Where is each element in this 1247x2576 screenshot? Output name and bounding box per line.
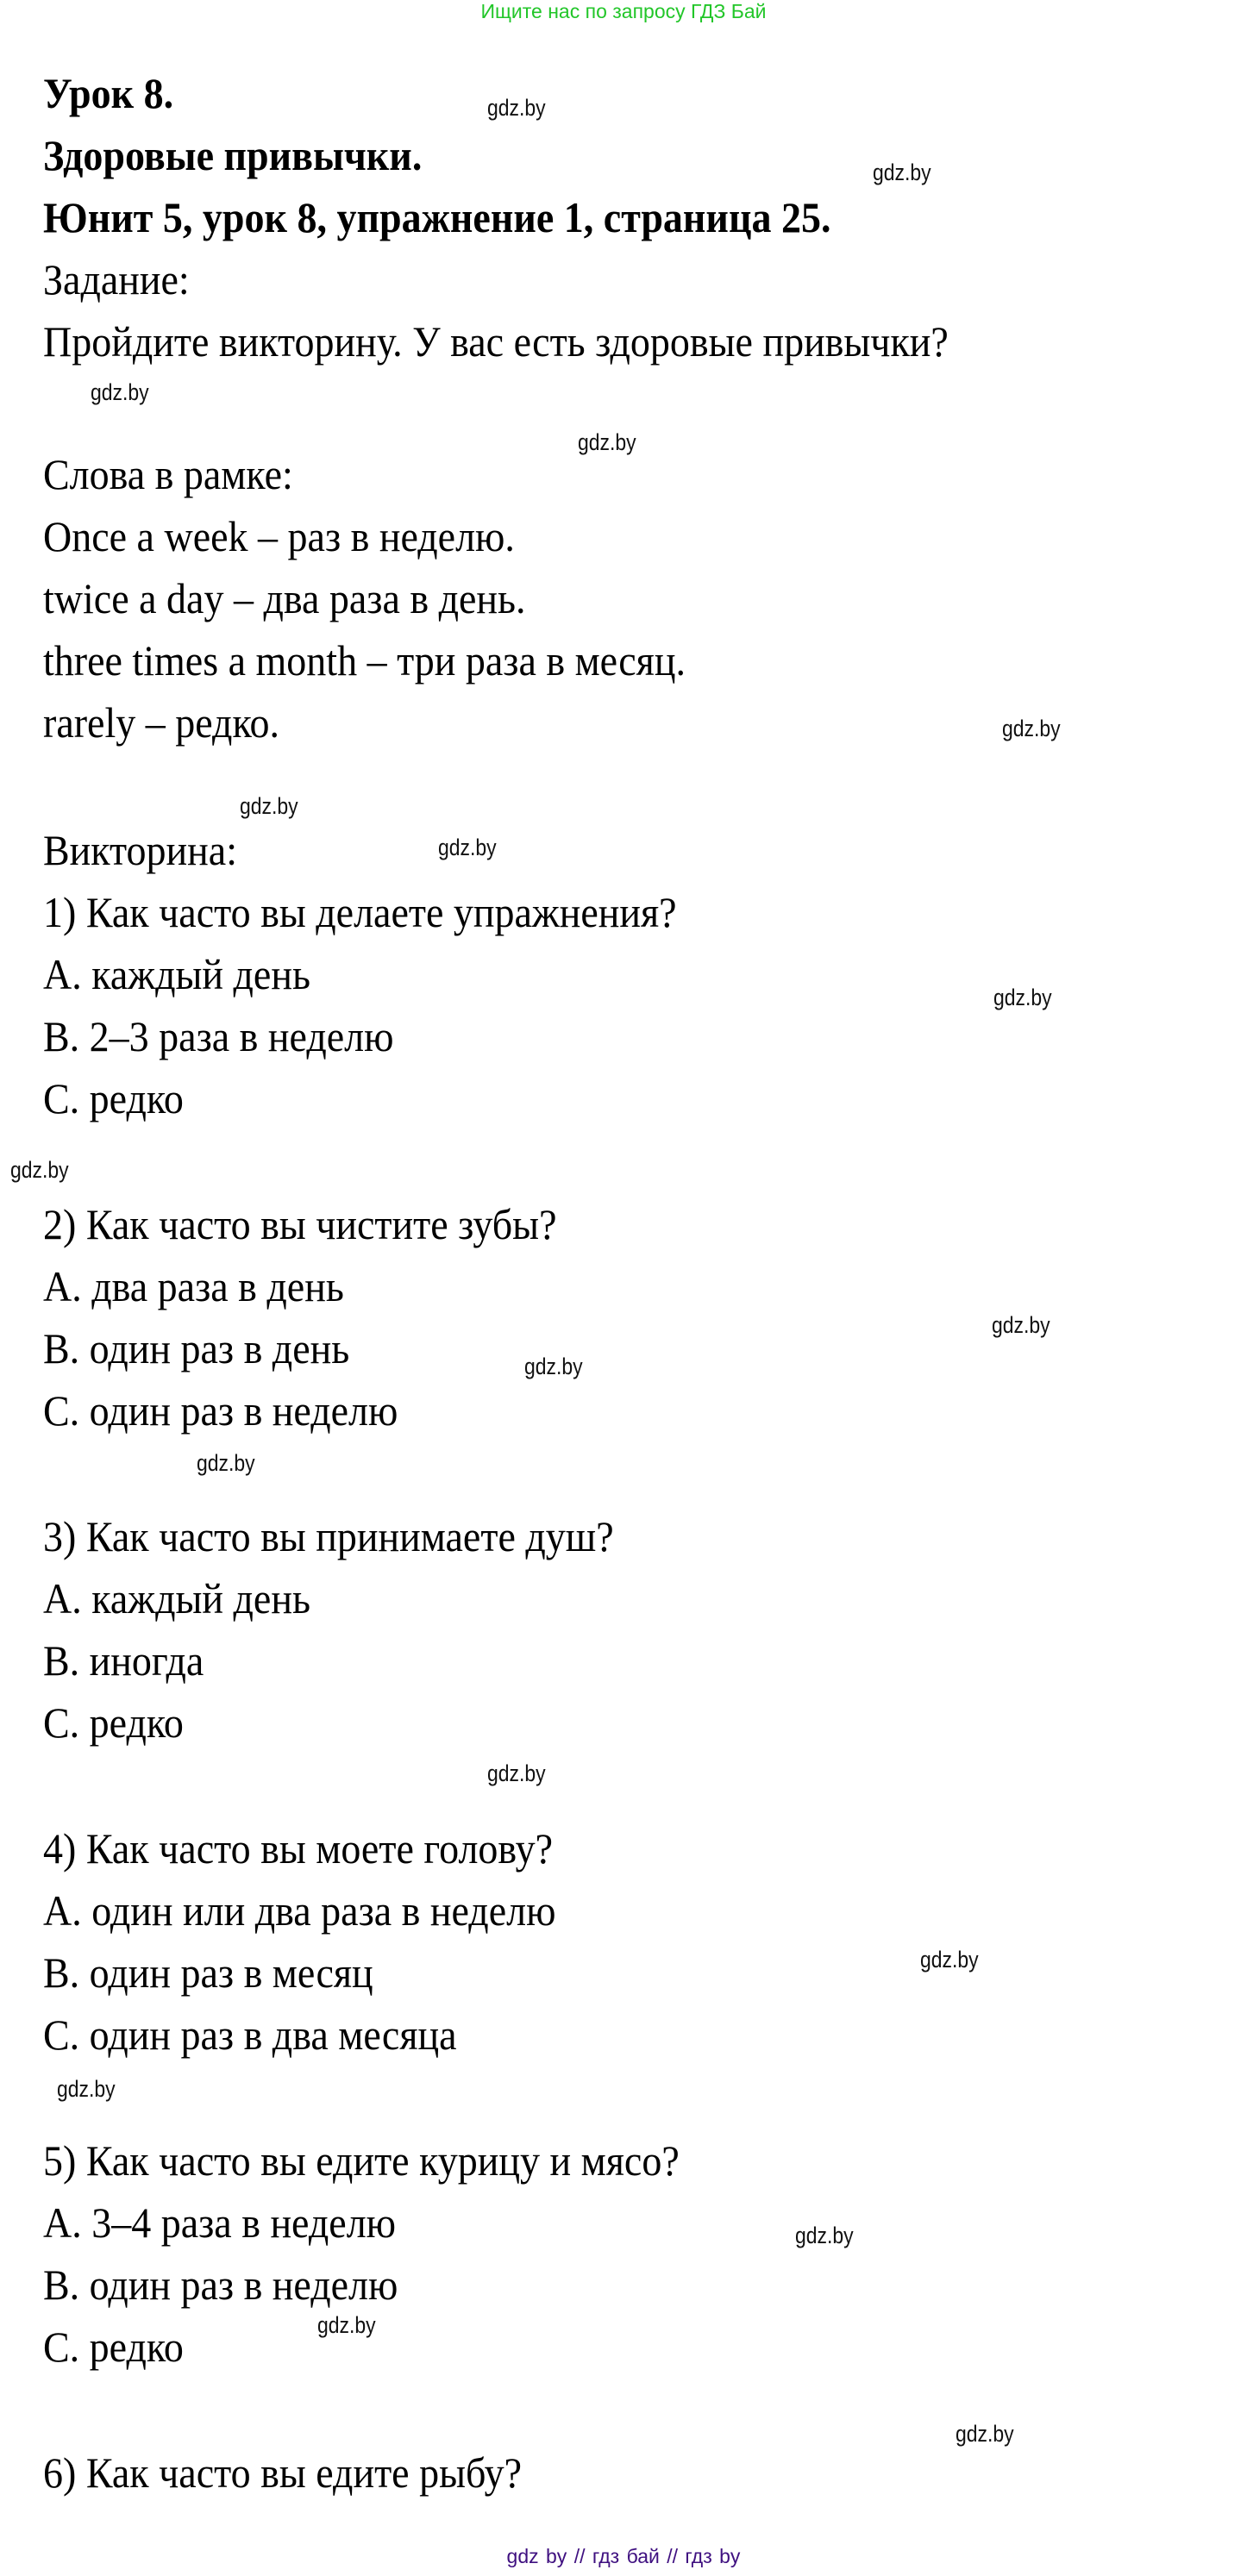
watermark: gdz.by	[524, 1354, 583, 1379]
quiz-question: 5) Как часто вы едите курицу и мясо?	[43, 2136, 680, 2185]
lesson-title: Урок 8.	[43, 69, 174, 117]
word-box-item: three times a month – три раза в месяц.	[43, 636, 686, 685]
watermark: gdz.by	[197, 1450, 255, 1476]
quiz-option-c: C. один раз в неделю	[43, 1386, 398, 1435]
word-box-item: Once a week – раз в неделю.	[43, 512, 515, 560]
watermark: gdz.by	[578, 429, 636, 455]
quiz-option-b: B. один раз в день	[43, 1324, 350, 1372]
top-banner: Ищите нас по запросу ГДЗ Бай	[480, 0, 767, 22]
quiz-question: 1) Как часто вы делаете упражнения?	[43, 888, 677, 936]
task-text: Пройдите викторину. У вас есть здоровые привычки?	[43, 317, 949, 366]
quiz-question: 2) Как часто вы чистите зубы?	[43, 1200, 557, 1248]
word-box-label: Слова в рамке:	[43, 450, 293, 498]
watermark: gdz.by	[487, 95, 546, 121]
quiz-option-a: A. два раза в день	[43, 1262, 344, 1310]
word-box-item: twice a day – два раза в день.	[43, 574, 526, 622]
watermark: gdz.by	[920, 1947, 979, 1973]
watermark: gdz.by	[317, 2312, 376, 2338]
quiz-option-a: A. 3–4 раза в неделю	[43, 2198, 397, 2247]
quiz-label: Викторина:	[43, 826, 237, 874]
quiz-option-c: C. редко	[43, 1074, 184, 1122]
watermark: gdz.by	[993, 985, 1052, 1010]
bottom-banner: gdz by // гдз бай // гдз by	[506, 2545, 741, 2567]
watermark: gdz.by	[795, 2223, 854, 2248]
watermark: gdz.by	[487, 1760, 546, 1786]
quiz-option-c: C. редко	[43, 1698, 184, 1747]
watermark: gdz.by	[10, 1157, 69, 1183]
task-label: Задание:	[43, 255, 190, 303]
watermark: gdz.by	[438, 835, 497, 860]
word-box-item: rarely – редко.	[43, 698, 279, 747]
lesson-topic: Здоровые привычки.	[43, 131, 423, 179]
quiz-option-b: B. иногда	[43, 1636, 204, 1685]
quiz-question: 3) Как часто вы принимаете душ?	[43, 1512, 614, 1560]
exercise-reference: Юнит 5, урок 8, упражнение 1, страница 25.	[43, 193, 831, 241]
quiz-option-c: C. редко	[43, 2323, 184, 2371]
quiz-question: 6) Как часто вы едите рыбу?	[43, 2448, 523, 2497]
watermark: gdz.by	[956, 2421, 1014, 2447]
watermark: gdz.by	[992, 1312, 1050, 1338]
quiz-option-a: A. каждый день	[43, 950, 310, 998]
quiz-option-b: B. один раз в месяц	[43, 1948, 373, 1997]
watermark: gdz.by	[240, 793, 298, 819]
watermark: gdz.by	[91, 379, 149, 405]
quiz-option-a: A. один или два раза в неделю	[43, 1886, 556, 1935]
watermark: gdz.by	[873, 159, 931, 185]
quiz-option-b: B. 2–3 раза в неделю	[43, 1012, 394, 1060]
quiz-question: 4) Как часто вы моете голову?	[43, 1824, 553, 1873]
watermark: gdz.by	[1002, 716, 1061, 741]
quiz-option-c: C. один раз в два месяца	[43, 2010, 457, 2059]
watermark: gdz.by	[57, 2076, 116, 2102]
quiz-option-b: B. один раз в неделю	[43, 2260, 398, 2309]
quiz-option-a: A. каждый день	[43, 1574, 310, 1623]
